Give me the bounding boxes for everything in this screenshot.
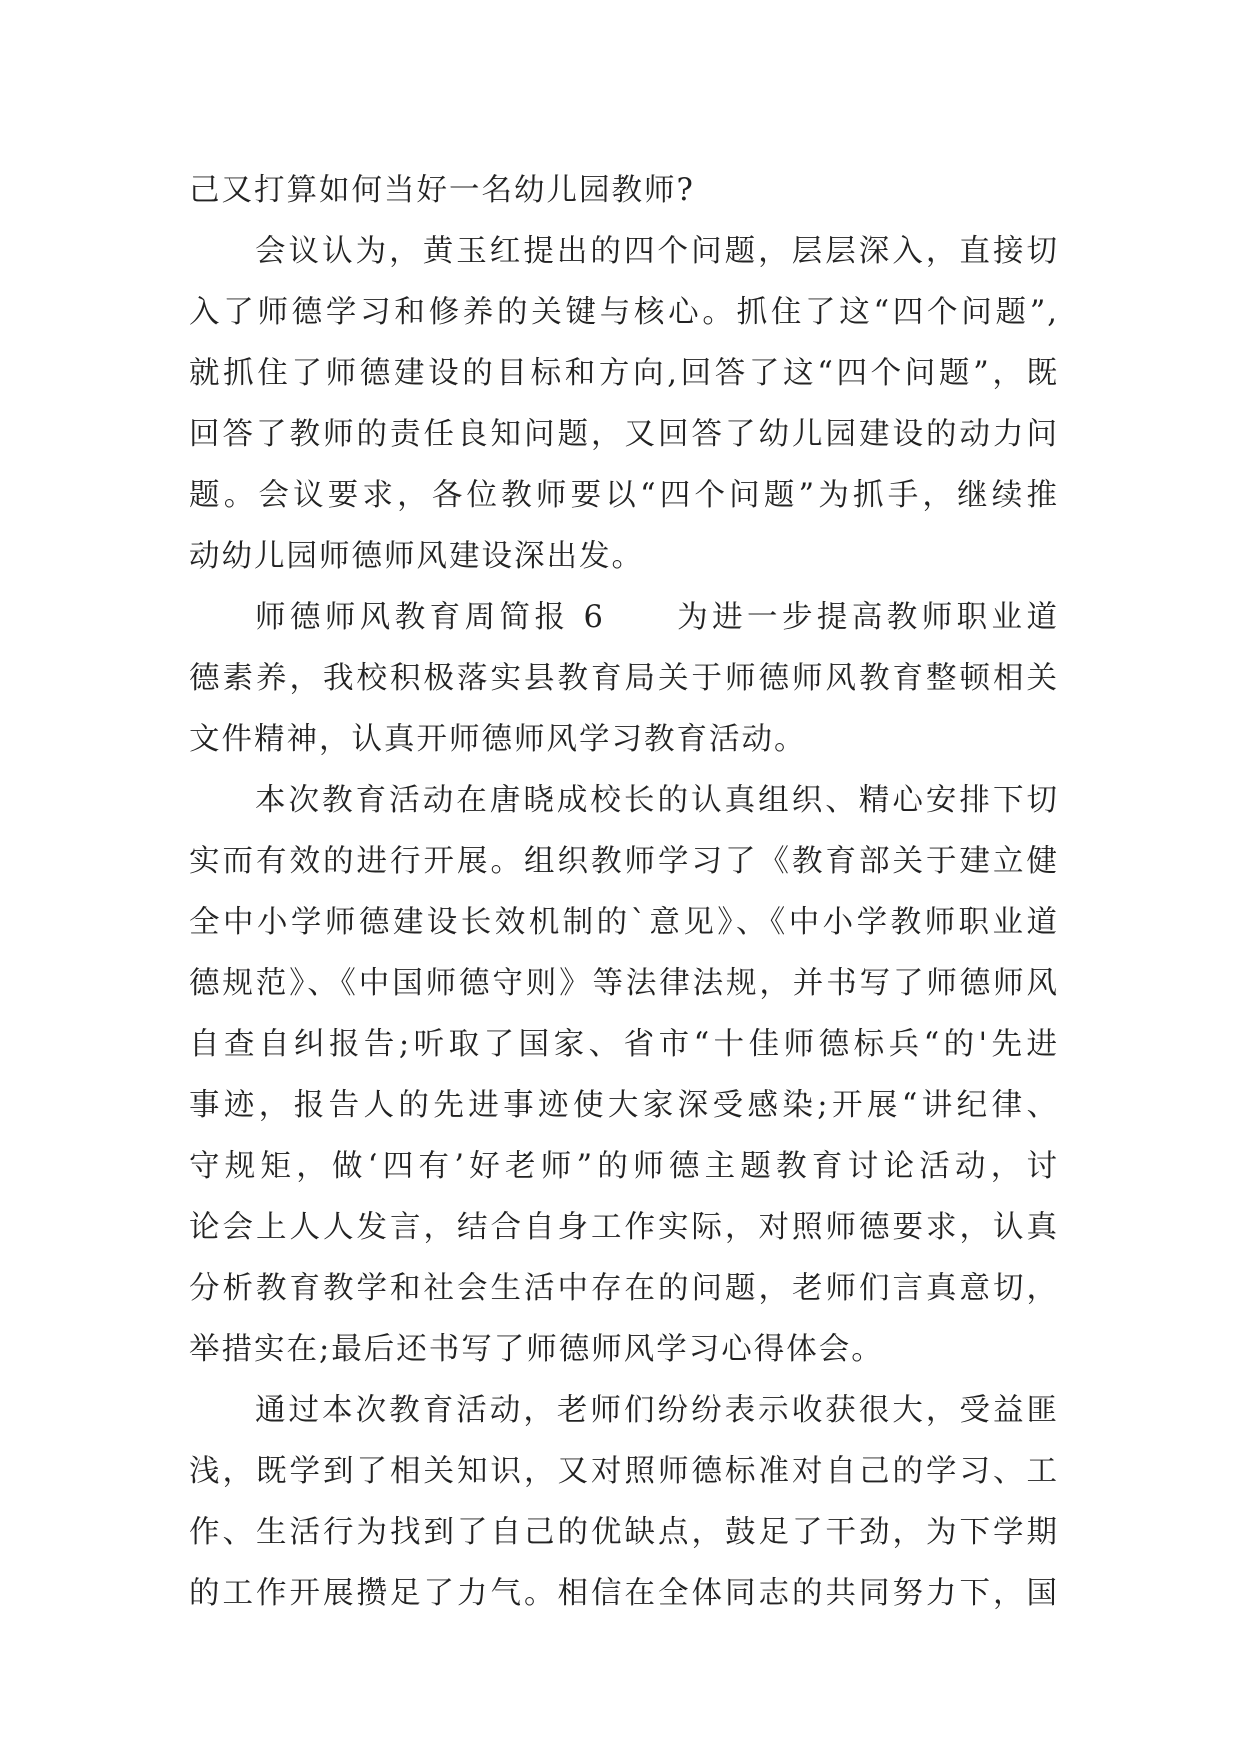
text-line: 作、生活行为找到了自己的优缺点，鼓足了干劲，为下学期 (189, 1515, 1059, 1550)
text-line: 守规矩，做‘四有’好老师”的师德主题教育讨论活动，讨 (189, 1149, 1059, 1184)
text-line: 举措实在;最后还书写了师德师风学习心得体会。 (189, 1332, 884, 1367)
text-line: 全中小学师德建设长效机制的`意见》、《中小学教师职业道 (189, 905, 1059, 940)
text-line: 实而有效的进行开展。组织教师学习了《教育部关于建立健 (189, 844, 1059, 879)
text-line: 就抓住了师德建设的目标和方向,回答了这“四个问题”，既 (189, 356, 1059, 391)
text-line: 论会上人人发言，结合自身工作实际，对照师德要求，认真 (189, 1210, 1059, 1245)
text-line: 题。会议要求，各位教师要以“四个问题”为抓手，继续推 (189, 478, 1059, 513)
text-line: 动幼儿园师德师风建设深出发。 (189, 539, 644, 574)
text-line: 浅，既学到了相关知识，又对照师德标准对自己的学习、工 (189, 1454, 1059, 1489)
text-line: 通过本次教育活动，老师们纷纷表示收获很大，受益匪 (255, 1393, 1059, 1428)
text-line: 师德师风教育周简报 6 为进一步提高教师职业道 (255, 600, 1059, 635)
text-line: 己又打算如何当好一名幼儿园教师? (189, 173, 695, 208)
text-line: 会议认为，黄玉红提出的四个问题，层层深入，直接切 (255, 234, 1059, 269)
text-line: 回答了教师的责任良知问题，又回答了幼儿园建设的动力问 (189, 417, 1059, 452)
text-line: 自查自纠报告;听取了国家、省市“十佳师德标兵“的'先进 (189, 1027, 1059, 1062)
text-line: 德规范》、《中国师德守则》等法律法规，并书写了师德师风 (189, 966, 1059, 1001)
document-body (189, 160, 1059, 1624)
text-line: 德素养，我校积极落实县教育局关于师德师风教育整顿相关 (189, 661, 1059, 696)
text-line: 事迹，报告人的先进事迹使大家深受感染;开展“讲纪律、 (189, 1088, 1059, 1123)
text-line: 文件精神，认真开师德师风学习教育活动。 (189, 722, 807, 757)
text-line: 本次教育活动在唐晓成校长的认真组织、精心安排下切 (255, 783, 1059, 818)
text-line: 入了师德学习和修养的关键与核心。抓住了这“四个问题”, (189, 295, 1059, 330)
text-line: 的工作开展攒足了力气。相信在全体同志的共同努力下，国 (189, 1576, 1059, 1611)
text-line: 分析教育教学和社会生活中存在的问题，老师们言真意切， (189, 1271, 1059, 1306)
